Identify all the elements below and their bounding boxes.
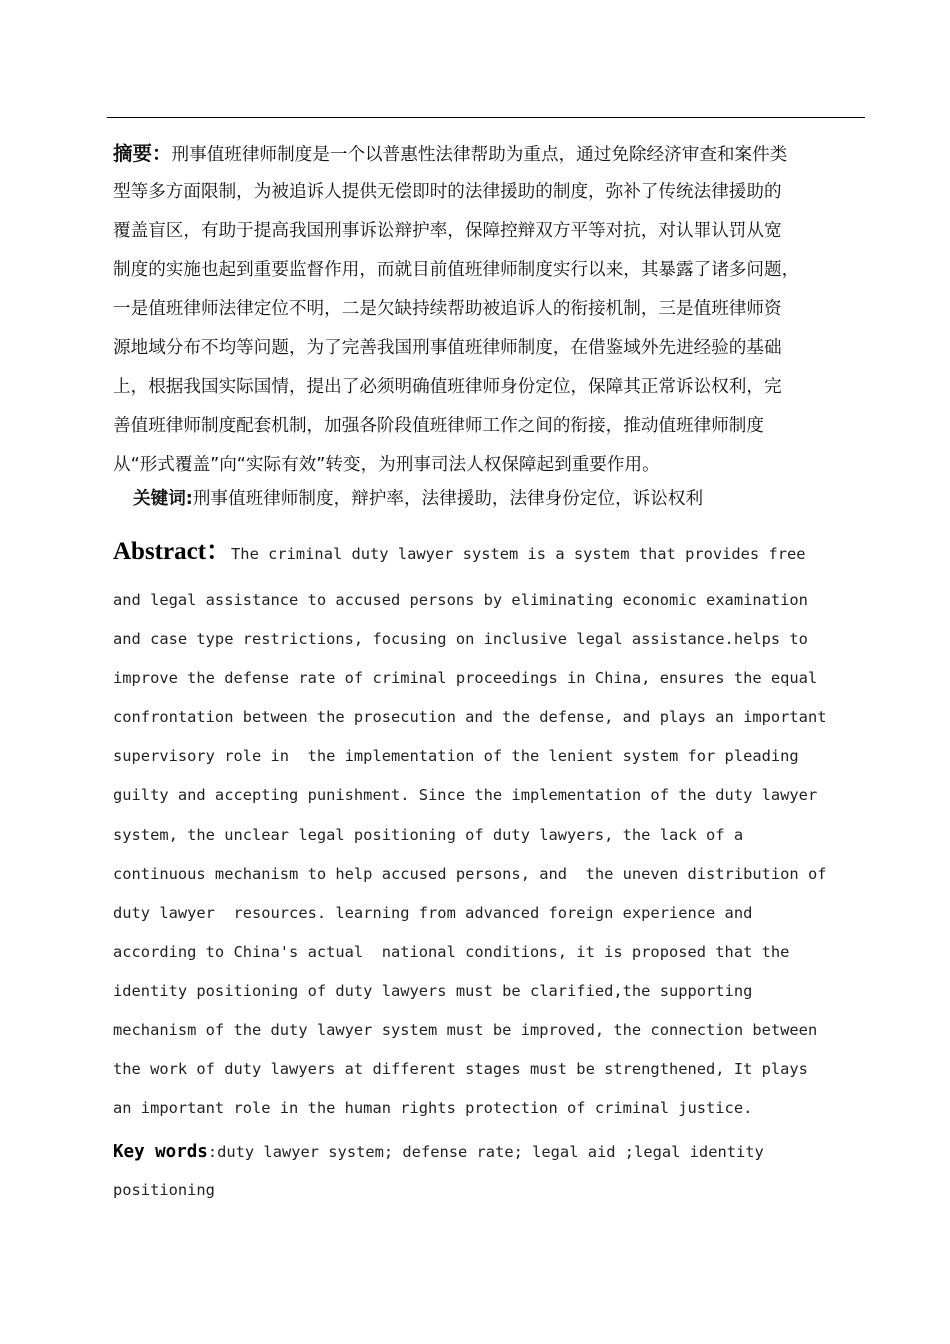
chinese-abstract-line: 源地域分布不均等问题，为了完善我国刑事值班律师制度，在借鉴域外先进经验的基础 (113, 338, 782, 358)
english-abstract-line: mechanism of the duty lawyer system must be improved, the connection between (113, 1021, 818, 1040)
chinese-abstract-line: 一是值班律师法律定位不明，二是欠缺持续帮助被追诉人的衔接机制，三是值班律师资 (113, 299, 782, 319)
english-abstract-line: and case type restrictions, focusing on inclusive legal assistance.helps to (113, 630, 808, 649)
chinese-abstract-line: 上，根据我国实际国情，提出了必须明确值班律师身份定位，保障其正常诉讼权利，完 (113, 377, 782, 397)
chinese-abstract-line: 从“形式覆盖”向“实际有效”转变，为刑事司法人权保障起到重要作用。 (113, 455, 660, 475)
english-abstract-text: The criminal duty lawyer system is a system that provides free (231, 545, 806, 563)
english-abstract-line: an important role in the human rights protection of criminal justice. (113, 1099, 753, 1118)
chinese-abstract-line: 型等多方面限制，为被追诉人提供无偿即时的法律援助的制度，弥补了传统法律援助的 (113, 182, 782, 202)
english-abstract-title: Abstract： (113, 538, 232, 565)
english-abstract-line: continuous mechanism to help accused persons, and the uneven distribution of (113, 864, 827, 883)
chinese-abstract (113, 134, 858, 485)
chinese-abstract-line: 覆盖盲区，有助于提高我国刑事诉讼辩护率，保障控辩双方平等对抗，对认罪认罚从宽 (113, 221, 782, 241)
english-keywords-text: :duty lawyer system; defense rate; legal aid ;legal identity (207, 1143, 764, 1161)
chinese-keywords (133, 481, 703, 517)
english-abstract-line: the work of duty lawyers at different stages must be strengthened, It plays (113, 1060, 808, 1079)
chinese-abstract-label: 摘要： (113, 142, 172, 165)
english-abstract-line: identity positioning of duty lawyers must be clarified,the supporting (113, 981, 753, 1000)
english-keywords-line (113, 1133, 764, 1171)
english-abstract-line: guilty and accepting punishment. Since the implementation of the duty lawyer (113, 786, 818, 805)
chinese-abstract-line (113, 134, 858, 173)
english-abstract-line: improve the defense rate of criminal proceedings in China, ensures the equal (113, 669, 818, 688)
chinese-keywords-text: 刑事值班律师制度，辩护率，法律援助，法律身份定位，诉讼权利 (192, 489, 704, 509)
english-abstract-line: according to China's actual national conditions, it is proposed that the (113, 942, 790, 961)
english-abstract-line: supervisory role in the implementation of the lenient system for pleading (113, 747, 799, 766)
english-abstract-line: duty lawyer resources. learning from advanced foreign experience and (113, 903, 753, 922)
english-abstract-line: system, the unclear legal positioning of duty lawyers, the lack of a (113, 825, 744, 844)
english-keywords-continuation: positioning (113, 1181, 215, 1199)
chinese-abstract-line: 制度的实施也起到重要监督作用，而就目前值班律师制度实行以来，其暴露了诸多问题， (113, 260, 800, 280)
english-abstract-first-line (113, 533, 873, 581)
header-rule (107, 117, 865, 118)
english-keywords-label: Key words (113, 1142, 208, 1162)
english-abstract-line: and legal assistance to accused persons by eliminating economic examination (113, 591, 808, 609)
chinese-abstract-line: 善值班律师制度配套机制，加强各阶段值班律师工作之间的衔接，推动值班律师制度 (113, 416, 764, 436)
english-abstract-line: confrontation between the prosecution and the defense, and plays an important (113, 708, 827, 727)
english-keywords (113, 1133, 764, 1209)
chinese-keywords-label: 关键词: (133, 489, 193, 509)
english-abstract (113, 533, 873, 1128)
chinese-abstract-text: 刑事值班律师制度是一个以普惠性法律帮助为重点，通过免除经济审查和案件类 (171, 145, 788, 165)
